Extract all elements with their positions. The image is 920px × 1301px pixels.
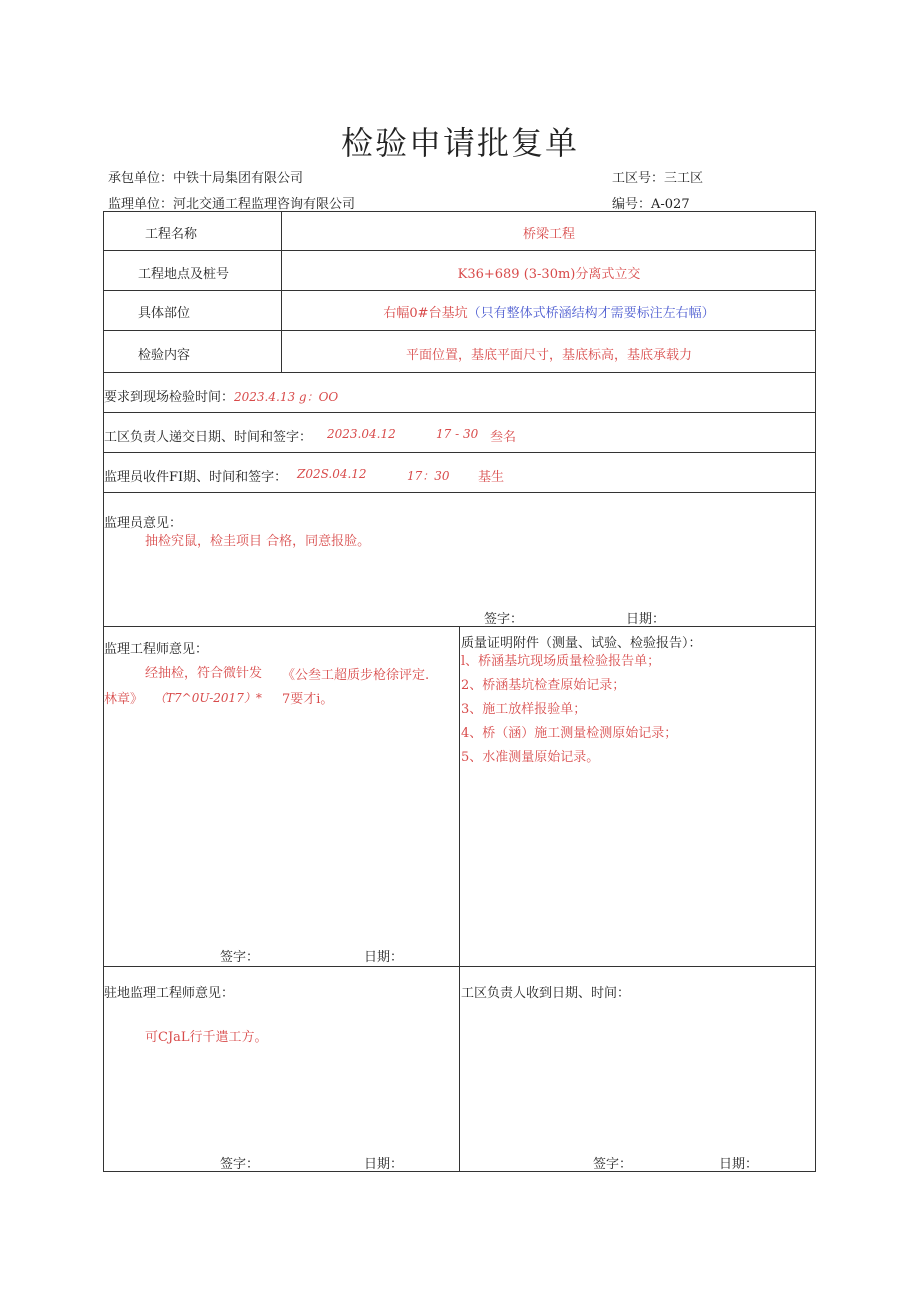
receive-time: 17：30 bbox=[407, 469, 450, 483]
inspector-sign-label: 签字： bbox=[484, 612, 524, 627]
resident-date-label: 日期： bbox=[364, 1157, 404, 1172]
engineer-opinion-line2c: 7要才i。 bbox=[282, 692, 334, 707]
attachment-item: 2、桥涵基坑检查原始记录； bbox=[461, 678, 626, 693]
contractor-label: 承包单位：中铁十局集团有限公司 bbox=[108, 171, 304, 186]
receive-signature: 基生 bbox=[478, 470, 505, 485]
document-number: 编号：A-027 bbox=[612, 197, 690, 212]
content-value: 平面位置，基底平面尺寸，基底标高，基底承载力 bbox=[405, 348, 692, 363]
supervisor-label: 监理单位：河北交通工程监理咨询有限公司 bbox=[108, 197, 356, 212]
inspector-opinion-text: 抽检究鼠，检圭项目 合格，同意报脸。 bbox=[145, 534, 371, 549]
site-time-label: 要求到现场检验时间： bbox=[104, 390, 235, 405]
page-title: 检验申请批复单 bbox=[340, 124, 579, 162]
attachment-item: l、桥涵基坑现场质量检验报告单； bbox=[461, 654, 661, 669]
resident-opinion-text: 可CJaL行千遣工方。 bbox=[145, 1030, 268, 1045]
submit-time-row bbox=[104, 426, 312, 445]
engineer-opinion-line2a: 林章》 bbox=[104, 692, 144, 707]
engineer-sign-label: 签字： bbox=[220, 950, 260, 965]
receive-label: 监理员收件FI期、时间和签字： bbox=[104, 470, 288, 485]
receive-date: Z02S.04.12 bbox=[297, 467, 367, 481]
engineer-opinion-line1b: 《公叁工超质步枪徐评定. bbox=[282, 668, 430, 683]
submit-time: 17 - 30 bbox=[436, 427, 479, 441]
column-divider bbox=[459, 626, 460, 1172]
row-divider bbox=[103, 250, 816, 251]
engineer-date-label: 日期： bbox=[364, 950, 404, 965]
row-divider bbox=[103, 492, 816, 493]
site-time-row bbox=[104, 386, 338, 405]
row-divider bbox=[103, 412, 816, 413]
zone-receipt-date-label: 日期： bbox=[719, 1157, 759, 1172]
receive-time-row bbox=[104, 466, 287, 485]
site-time-value: 2023.4.13 g：OO bbox=[234, 390, 339, 404]
attachment-item: 4、桥（涵）施工测量检测原始记录； bbox=[461, 726, 678, 741]
zone-receipt-label: 工区负责人收到日期、时间： bbox=[461, 986, 631, 1001]
engineer-opinion-label: 监理工程师意见： bbox=[104, 642, 209, 657]
part-value-main: 右幅0#台基坑 bbox=[383, 306, 468, 321]
location-value: K36+689 (3-30m)分离式立交 bbox=[457, 267, 641, 282]
submit-label: 工区负责人递交日期、时间和签字： bbox=[104, 430, 313, 445]
row-divider bbox=[103, 452, 816, 453]
resident-sign-label: 签字： bbox=[220, 1157, 260, 1172]
attachment-item: 3、施工放样报验单； bbox=[461, 702, 587, 717]
part-value bbox=[282, 302, 816, 321]
inspector-date-label: 日期： bbox=[626, 612, 666, 627]
content-label: 检验内容 bbox=[138, 348, 191, 363]
row-divider bbox=[103, 330, 816, 331]
engineer-opinion-line1a: 经抽检，符合微针发 bbox=[145, 666, 263, 681]
submit-date: 2023.04.12 bbox=[327, 427, 396, 441]
part-value-note: （只有整体式桥涵结构才需要标注左右幅） bbox=[467, 306, 715, 321]
row-divider bbox=[103, 290, 816, 291]
project-name-label: 工程名称 bbox=[145, 227, 198, 242]
project-name-value: 桥梁工程 bbox=[522, 227, 575, 242]
work-zone-label: 工区号：三工区 bbox=[612, 171, 704, 186]
location-label: 工程地点及桩号 bbox=[138, 267, 230, 282]
zone-receipt-sign-label: 签字： bbox=[593, 1157, 633, 1172]
engineer-opinion-line2b: （T7^0U-2017）* bbox=[154, 691, 262, 705]
inspector-opinion-label: 监理员意见： bbox=[104, 516, 183, 531]
part-label: 具体部位 bbox=[138, 306, 191, 321]
attachment-item: 5、水准测量原始记录。 bbox=[461, 750, 600, 765]
submit-signature: 叁名 bbox=[490, 430, 517, 445]
attachments-label: 质量证明附件（测量、试验、检验报告）： bbox=[461, 636, 702, 651]
row-divider bbox=[103, 372, 816, 373]
resident-opinion-label: 驻地监理工程师意见： bbox=[104, 986, 235, 1001]
